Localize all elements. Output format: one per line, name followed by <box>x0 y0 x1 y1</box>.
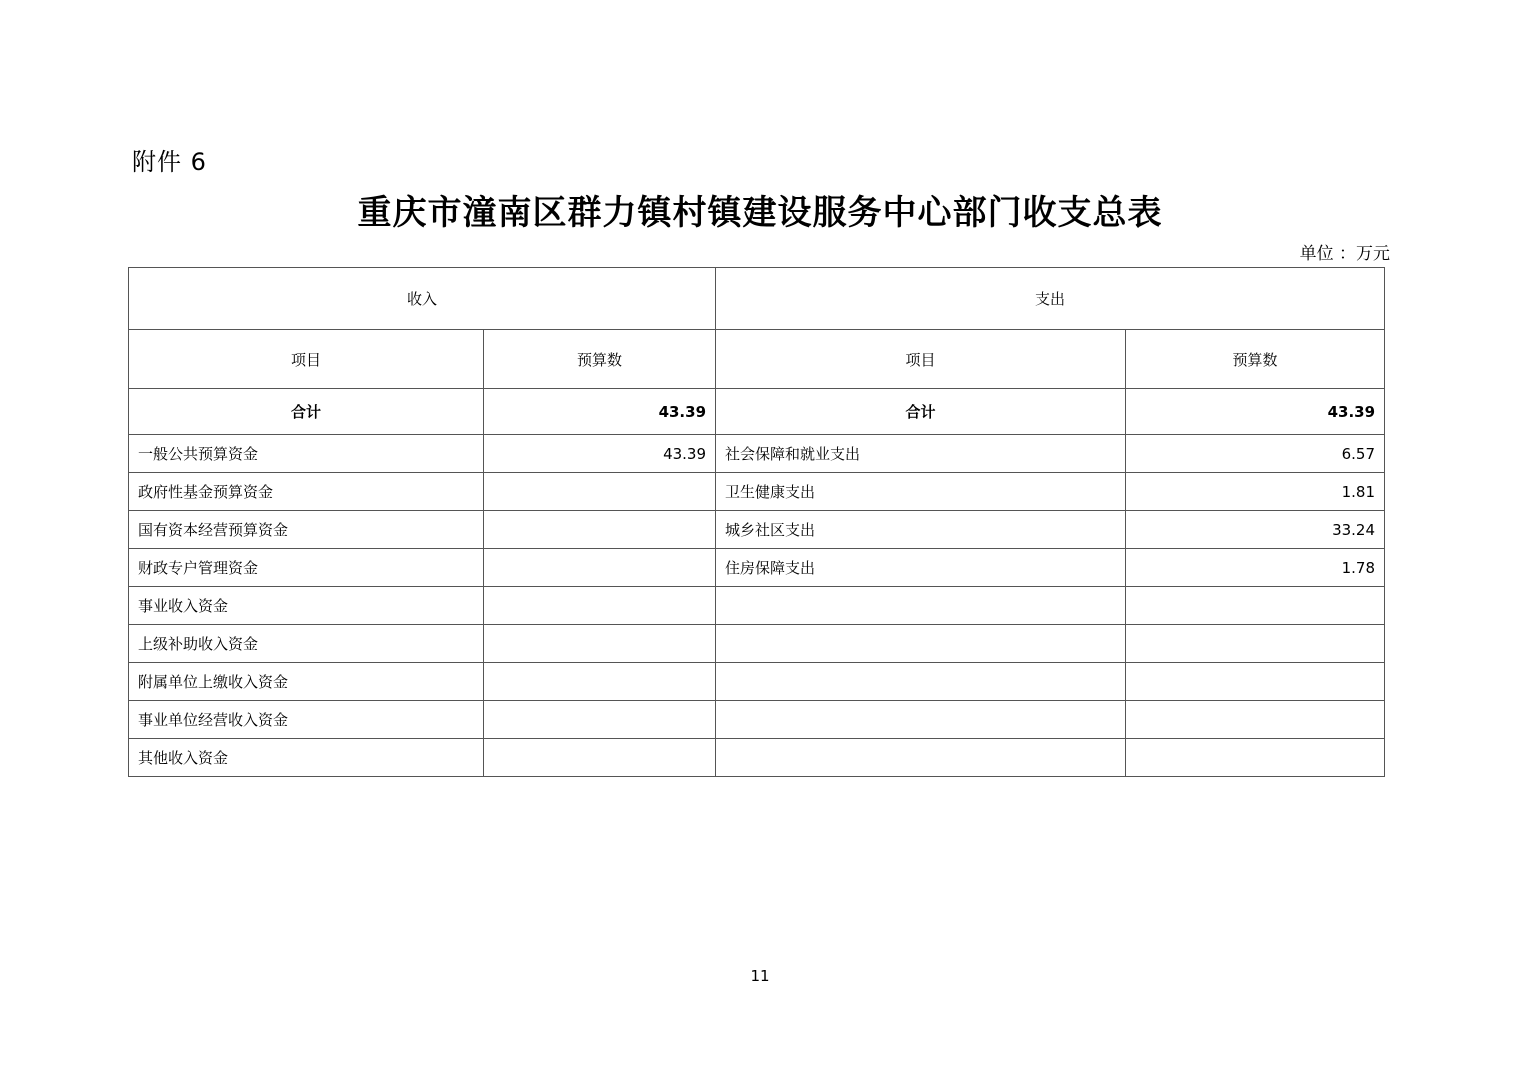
expense-item <box>716 625 1126 663</box>
expense-value: 1.81 <box>1126 473 1385 511</box>
table-total-row <box>129 389 1385 435</box>
expense-value <box>1126 739 1385 777</box>
table-row <box>129 473 1385 511</box>
expense-item <box>716 701 1126 739</box>
income-total-label: 合计 <box>129 389 484 435</box>
income-value <box>484 701 716 739</box>
income-group-header: 收入 <box>129 268 716 330</box>
attachment-label: 附件 6 <box>132 148 207 176</box>
income-item: 事业单位经营收入资金 <box>129 701 484 739</box>
expense-value <box>1126 663 1385 701</box>
table-row <box>129 663 1385 701</box>
expense-budget-column-header: 预算数 <box>1126 330 1385 389</box>
income-value <box>484 549 716 587</box>
budget-summary-table <box>128 267 1385 777</box>
table-row <box>129 739 1385 777</box>
income-item: 附属单位上缴收入资金 <box>129 663 484 701</box>
income-item: 其他收入资金 <box>129 739 484 777</box>
expense-item <box>716 587 1126 625</box>
table-row <box>129 625 1385 663</box>
table-row <box>129 435 1385 473</box>
expense-value <box>1126 701 1385 739</box>
income-item: 财政专户管理资金 <box>129 549 484 587</box>
table-column-header-row <box>129 330 1385 389</box>
unit-label: 单位 ：万元 <box>1299 244 1390 264</box>
expense-item: 城乡社区支出 <box>716 511 1126 549</box>
income-total-value: 43.39 <box>484 389 716 435</box>
expense-item <box>716 739 1126 777</box>
table-row <box>129 587 1385 625</box>
expense-value <box>1126 587 1385 625</box>
income-value: 43.39 <box>484 435 716 473</box>
expense-value: 33.24 <box>1126 511 1385 549</box>
income-item: 上级补助收入资金 <box>129 625 484 663</box>
income-item: 国有资本经营预算资金 <box>129 511 484 549</box>
table-row <box>129 549 1385 587</box>
expense-group-header: 支出 <box>716 268 1385 330</box>
income-value <box>484 587 716 625</box>
expense-item: 卫生健康支出 <box>716 473 1126 511</box>
income-value <box>484 739 716 777</box>
income-item: 事业收入资金 <box>129 587 484 625</box>
page-number: 11 <box>750 967 770 985</box>
expense-value: 6.57 <box>1126 435 1385 473</box>
income-value <box>484 511 716 549</box>
expense-item-column-header: 项目 <box>716 330 1126 389</box>
expense-value <box>1126 625 1385 663</box>
income-value <box>484 625 716 663</box>
income-item: 一般公共预算资金 <box>129 435 484 473</box>
income-value <box>484 473 716 511</box>
expense-total-label: 合计 <box>716 389 1126 435</box>
table-row <box>129 511 1385 549</box>
page-title: 重庆市潼南区群力镇村镇建设服务中心部门收支总表 <box>357 193 1163 233</box>
income-value <box>484 663 716 701</box>
income-budget-column-header: 预算数 <box>484 330 716 389</box>
income-item: 政府性基金预算资金 <box>129 473 484 511</box>
expense-total-value: 43.39 <box>1126 389 1385 435</box>
expense-value: 1.78 <box>1126 549 1385 587</box>
expense-item: 住房保障支出 <box>716 549 1126 587</box>
expense-item <box>716 663 1126 701</box>
table-group-header-row <box>129 268 1385 330</box>
expense-item: 社会保障和就业支出 <box>716 435 1126 473</box>
income-item-column-header: 项目 <box>129 330 484 389</box>
table-row <box>129 701 1385 739</box>
